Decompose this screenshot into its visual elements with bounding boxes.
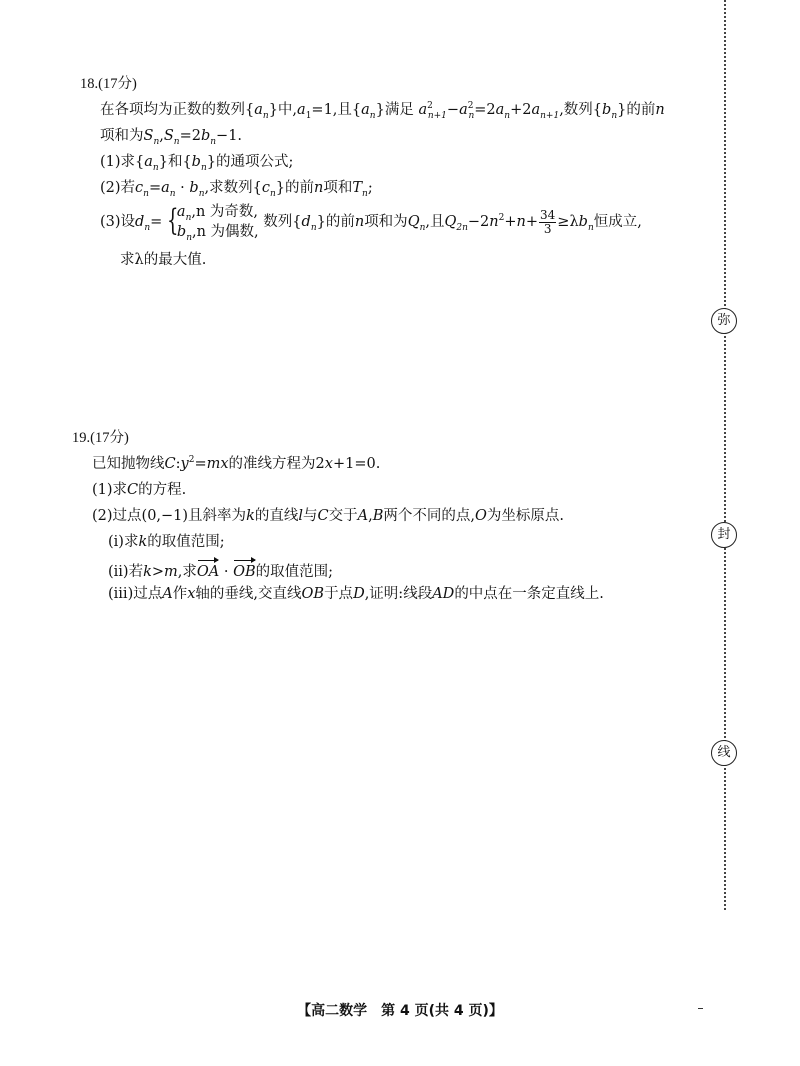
- q19-part-1: (1)求C的方程.: [92, 482, 187, 498]
- q19-subpart-iii: (ⅲ)过点A作x轴的垂线,交直线OB于点D,证明:线段AD的中点在一条定直线上.: [108, 586, 604, 602]
- q18-part-2: (2)若$c_n=a_n \cdot b_n$,求数列$\{c_n\}$的前n项和$T_n$;: [100, 180, 373, 199]
- q19-subpart-ii: (ⅱ)若k>m,求OA · OB的取值范围;: [108, 558, 333, 582]
- q18-statement-line1: 在各项均为正数的数列$\{a_n\}$中$,a_1=1$,且$\{a_n\}$满足 $a^2_{n+1}-a^2_n=2a_n+2a_{n+1}$,数列$\{b_n\}$的前n: [100, 101, 665, 121]
- vector-oa: OA: [197, 558, 219, 582]
- q19-subpart-i: (ⅰ)求k的取值范围;: [108, 534, 225, 550]
- vector-ob: OB: [233, 558, 256, 582]
- q18-part-3-end: 求λ的最大值.: [120, 252, 207, 268]
- piecewise-definition: { $a_n,n$ 为奇数, $b_n,n$ 为偶数,: [166, 203, 259, 243]
- q19-part-2: (2)过点(0,−1)且斜率为k的直线l与C交于A,B两个不同的点,O为坐标原点.: [92, 508, 564, 524]
- binding-mark-mi: 弥: [711, 308, 737, 334]
- binding-mark-xian: 线: [711, 740, 737, 766]
- binding-mark-feng: 封: [711, 522, 737, 548]
- brace-icon: {: [166, 203, 179, 238]
- binding-dotted-line: [724, 0, 726, 910]
- q18-part-1: (1)求$\{a_n\}$和$\{b_n\}$的通项公式;: [100, 154, 294, 173]
- q18-statement-line2: 项和为$S_n,S_n=2b_n-1$.: [100, 128, 243, 147]
- fraction-34-3: $\frac{34}{3}$: [540, 207, 556, 236]
- question-19-header: 19.(17分): [72, 430, 129, 446]
- page-footer: 【高二数学 第 4 页(共 4 页)】: [297, 1003, 503, 1019]
- q19-statement: 已知抛物线$C:y^2=mx$的准线方程为2x+1=0.: [92, 455, 381, 472]
- q18-part-3: (3)设$d_n=$ { $a_n,n$ 为奇数, $b_n,n$ 为偶数, 数列$\{d_n\}$的前n项和为$Q_n$,且$Q_{2n}-2n^2+n+$ $\frac{34}{3}$ $\ge\lambda b_n$恒成立,: [100, 203, 642, 243]
- corner-dash: [698, 1008, 703, 1009]
- question-18-header: 18.(17分): [80, 76, 137, 92]
